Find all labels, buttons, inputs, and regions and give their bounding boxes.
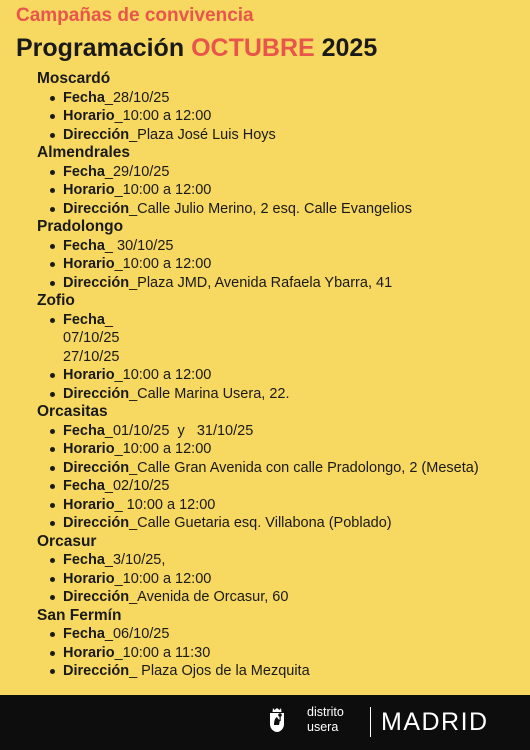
location-details bbox=[37, 551, 517, 607]
detail-item bbox=[37, 311, 517, 367]
footer-bar bbox=[0, 695, 530, 750]
detail-value: _Plaza José Luis Hoys bbox=[129, 126, 276, 143]
detail-value: _Avenida de Orcasur, 60 bbox=[129, 589, 289, 605]
detail-item bbox=[37, 644, 517, 663]
detail-label: Fecha bbox=[63, 89, 105, 106]
page-title bbox=[16, 34, 377, 63]
location-name: Zofio bbox=[37, 292, 75, 309]
detail-item bbox=[37, 625, 517, 644]
detail-item bbox=[37, 274, 517, 293]
schedule-list bbox=[37, 70, 517, 681]
detail-label: Horario bbox=[63, 570, 115, 587]
detail-value: _10:00 a 12:00 bbox=[114, 441, 212, 457]
detail-label: Fecha bbox=[63, 552, 105, 568]
detail-label: Dirección bbox=[63, 385, 130, 402]
detail-value: _01/10/25 y 31/10/25 bbox=[104, 422, 254, 439]
detail-label: Horario bbox=[63, 496, 115, 513]
location-details bbox=[37, 422, 517, 533]
detail-value: _10:00 a 12:00 bbox=[114, 256, 212, 272]
detail-item bbox=[37, 181, 517, 200]
location-name: Orcasitas bbox=[37, 403, 108, 420]
district-line-2: usera bbox=[307, 720, 339, 734]
detail-item bbox=[37, 588, 517, 607]
detail-label: Dirección bbox=[63, 515, 130, 531]
detail-value: _ 30/10/25 bbox=[104, 237, 174, 254]
detail-label: Fecha bbox=[63, 422, 105, 439]
detail-value: _Calle Gran Avenida con calle Pradolongo, 2 (Meseta) bbox=[129, 459, 479, 476]
detail-extra-line: 27/10/25 bbox=[63, 348, 120, 365]
detail-label: Dirección bbox=[63, 663, 130, 679]
location-name: Moscardó bbox=[37, 70, 111, 87]
detail-value: _ bbox=[104, 311, 113, 328]
campaign-supertitle: Campañas de convivencia bbox=[16, 5, 254, 26]
detail-item bbox=[37, 107, 517, 126]
detail-item bbox=[37, 662, 517, 681]
detail-item bbox=[37, 200, 517, 219]
detail-value: _Plaza JMD, Avenida Rafaela Ybarra, 41 bbox=[129, 274, 393, 291]
detail-label: Horario bbox=[63, 256, 115, 272]
detail-item bbox=[37, 255, 517, 274]
madrid-crest-icon bbox=[268, 707, 286, 733]
detail-label: Fecha bbox=[63, 311, 105, 328]
detail-value: _10:00 a 12:00 bbox=[114, 108, 212, 124]
location-details bbox=[37, 311, 517, 404]
detail-label: Horario bbox=[63, 644, 115, 661]
title-month: OCTUBRE bbox=[191, 34, 315, 62]
location-name: San Fermín bbox=[37, 606, 122, 624]
detail-item bbox=[37, 477, 517, 496]
detail-label: Horario bbox=[63, 441, 115, 457]
location-details bbox=[37, 89, 517, 145]
detail-label: Fecha bbox=[63, 626, 105, 642]
footer-divider bbox=[370, 707, 371, 737]
detail-value: _ 10:00 a 12:00 bbox=[114, 496, 216, 513]
detail-value: _3/10/25, bbox=[104, 552, 166, 568]
detail-label: Dirección bbox=[63, 126, 130, 143]
district-line-1: distrito bbox=[307, 705, 344, 719]
detail-extra-line: 07/10/25 bbox=[63, 330, 120, 346]
detail-item bbox=[37, 126, 517, 145]
detail-value: _02/10/25 bbox=[104, 478, 170, 494]
detail-value: _10:00 a 11:30 bbox=[114, 644, 211, 661]
detail-label: Horario bbox=[63, 367, 115, 383]
location-details bbox=[37, 163, 517, 219]
detail-item bbox=[37, 237, 517, 256]
detail-label: Dirección bbox=[63, 459, 130, 476]
detail-item bbox=[37, 385, 517, 404]
detail-label: Fecha bbox=[63, 478, 105, 494]
district-label bbox=[307, 705, 344, 735]
location-name: Orcasur bbox=[37, 532, 97, 550]
detail-item bbox=[37, 163, 517, 182]
detail-item bbox=[37, 570, 517, 589]
location-name: Pradolongo bbox=[37, 218, 124, 235]
detail-item bbox=[37, 496, 517, 515]
detail-item bbox=[37, 366, 517, 385]
detail-item bbox=[37, 459, 517, 478]
detail-label: Fecha bbox=[63, 163, 105, 180]
location-details bbox=[37, 625, 517, 681]
detail-value: _Calle Marina Usera, 22. bbox=[129, 385, 290, 402]
title-year: 2025 bbox=[314, 34, 378, 62]
detail-label: Dirección bbox=[63, 274, 130, 291]
detail-item bbox=[37, 514, 517, 533]
detail-item bbox=[37, 440, 517, 459]
detail-item bbox=[37, 551, 517, 570]
detail-item bbox=[37, 422, 517, 441]
detail-value: _29/10/25 bbox=[104, 163, 170, 180]
detail-label: Fecha bbox=[63, 237, 105, 254]
detail-value: _Calle Guetaria esq. Villabona (Poblado) bbox=[129, 515, 392, 531]
detail-label: Horario bbox=[63, 182, 115, 198]
detail-value: _10:00 a 12:00 bbox=[114, 182, 212, 198]
location-name: Almendrales bbox=[37, 144, 131, 161]
city-logo-text: MADRID bbox=[381, 708, 489, 736]
detail-value: _10:00 a 12:00 bbox=[114, 570, 212, 587]
detail-value: _10:00 a 12:00 bbox=[114, 367, 212, 383]
detail-value: _Calle Julio Merino, 2 esq. Calle Evangelios bbox=[129, 200, 412, 217]
detail-label: Dirección bbox=[63, 200, 130, 217]
detail-item bbox=[37, 89, 517, 108]
detail-value: _06/10/25 bbox=[104, 626, 170, 642]
title-prefix: Programación bbox=[16, 34, 192, 62]
location-details bbox=[37, 237, 517, 293]
detail-value: _28/10/25 bbox=[104, 89, 170, 106]
detail-label: Horario bbox=[63, 108, 115, 124]
detail-value: _ Plaza Ojos de la Mezquita bbox=[129, 663, 310, 679]
detail-label: Dirección bbox=[63, 589, 130, 605]
